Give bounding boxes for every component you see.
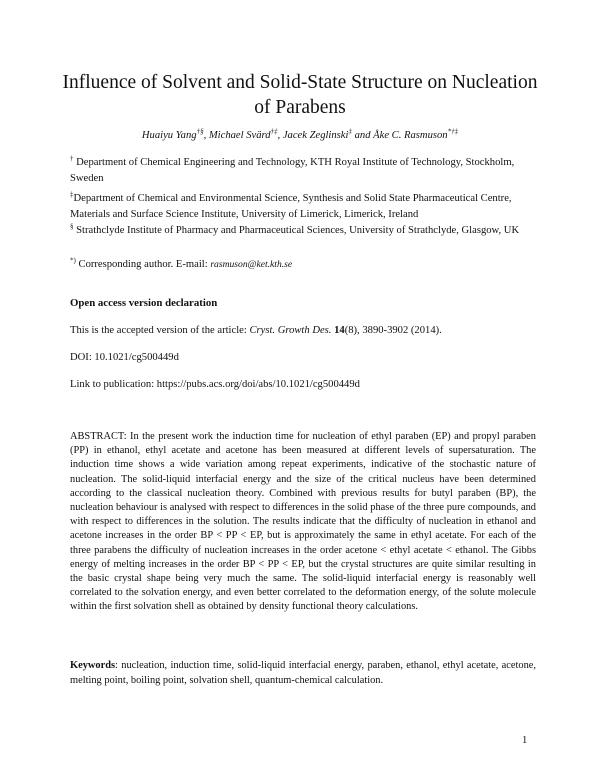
affiliation-mark: †	[70, 154, 74, 163]
abstract-text: ABSTRACT: In the present work the induction time for nucleation of ethyl paraben (EP) and propyl paraben (PP) in ethanol, ethyl acetate and acetone has been measured at different levels of supersaturation. The induction time shows a wide variation among repeat experiments, indicative of the stochastic nature of nucleation. The solid-liquid interfacial energy and the size of the critical nucleus have been determined according to the classical nucleation theory. Combined with previous results for butyl paraben (BP), the nucleation behaviour is analysed with respect to differences in the solid phase of the three pure compounds, and with respect to differences in the solution. The results indicate that the difficulty of nucleation in ethanol and acetone increases in the order BP < PP < EP, but is approximately the same in ethyl acetate. For each of the three parabens the difficulty of nucleation increases in the order acetone < ethyl acetate < ethanol. The Gibbs energy of melting increases in the order BP < PP < EP, but the crystal structures are quite similar resulting in the basic crystal shape being very much the same. The solid-liquid interfacial energy is reasonably well correlated to the solvation energy, and even better correlated to the deformation energy, of the solute molecule within the first solvation shell as obtained by density functional theory calculations.	[70, 431, 536, 613]
paper-title: Influence of Solvent and Solid-State Structure on Nucleation of Parabens	[62, 72, 538, 118]
keywords-label: Keywords	[70, 660, 116, 671]
keywords-text: : nucleation, induction time, solid-liquid interfacial energy, paraben, ethanol, ethyl acetate, acetone, melting point, boiling point, solvation shell, quantum-chemical calculation.	[70, 660, 536, 686]
affiliation	[70, 223, 536, 239]
open-access-heading: Open access version declaration	[70, 297, 218, 309]
email-link[interactable]: rasmuson@ket.kth.se	[210, 259, 293, 270]
publication-link[interactable]: Link to publication: https://pubs.acs.org/doi/abs/10.1021/cg500449d	[70, 379, 360, 390]
affiliation-text: Department of Chemical and Environmental Science, Synthesis and Solid State Pharmaceutical Centre, Materials and Surface Science Institute, University of Limerick, Limerick, Ireland	[70, 193, 512, 220]
author-separator: ,	[277, 130, 283, 141]
doi-line: DOI: 10.1021/cg500449d	[70, 352, 179, 363]
journal-name: Cryst. Growth Des.	[249, 325, 332, 336]
accepted-version-line	[70, 323, 536, 338]
affiliation-text: Strathclyde Institute of Pharmacy and Pharmaceutical Sciences, University of Strathclyde, Glasgow, UK	[76, 225, 520, 236]
author-marks: †‡	[270, 127, 278, 136]
corresponding-label: Corresponding author. E-mail:	[78, 259, 211, 270]
corresponding-mark: *)	[70, 256, 76, 265]
journal-volume: 14	[334, 325, 345, 336]
author-marks: ‡	[348, 127, 352, 136]
author-list	[60, 127, 540, 141]
keywords-paragraph	[70, 659, 536, 688]
author-name: Huaiyu Yang	[141, 130, 197, 141]
author-marks: *†‡	[447, 127, 459, 136]
accepted-prefix: This is the accepted version of the article:	[70, 325, 250, 336]
author-name: Jacek Zeglinski	[282, 130, 349, 141]
affiliation	[70, 191, 536, 222]
affiliation	[70, 155, 536, 186]
affiliation-mark: ‡	[70, 190, 74, 199]
corresponding-author	[70, 257, 536, 273]
author-separator: ,	[203, 130, 209, 141]
author-name: Åke C. Rasmuson	[373, 130, 448, 141]
issue-pages: (8), 3890-3902 (2014).	[344, 325, 442, 336]
affiliation-text: Department of Chemical Engineering and Technology, KTH Royal Institute of Technology, Stockholm, Sweden	[70, 157, 515, 184]
affiliation-mark: §	[70, 222, 74, 231]
author-and: and	[351, 130, 374, 141]
author-marks: †§	[196, 127, 204, 136]
author-name: Michael Svärd	[208, 130, 271, 141]
page-number: 1	[522, 735, 528, 746]
